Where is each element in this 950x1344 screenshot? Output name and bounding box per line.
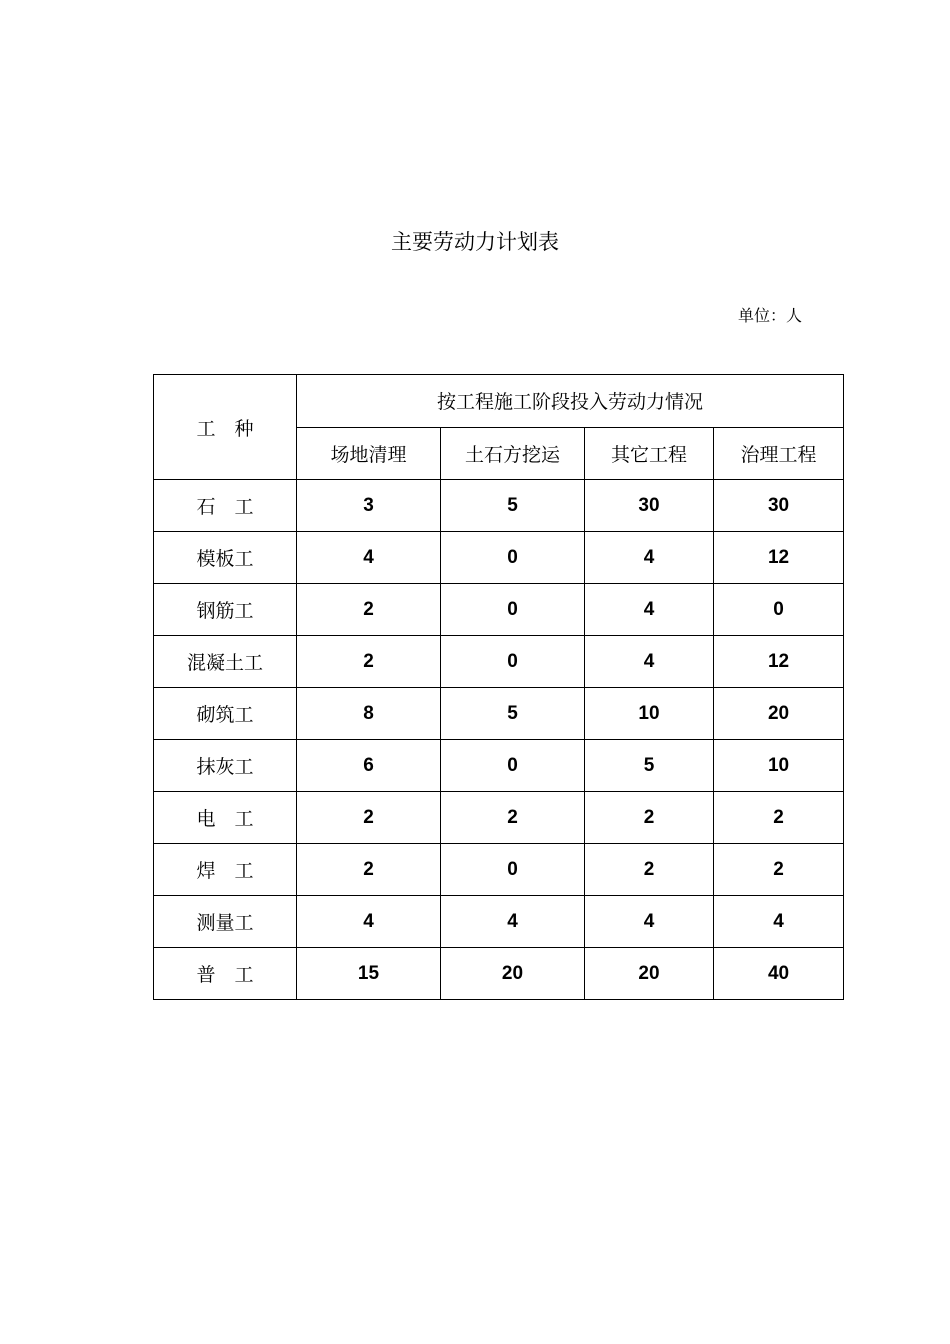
stage-group-header: 按工程施工阶段投入劳动力情况	[297, 375, 844, 428]
trade-cell: 石 工	[154, 480, 297, 532]
value-cell: 4	[585, 584, 714, 636]
value-cell: 8	[297, 688, 441, 740]
table-row	[154, 636, 844, 688]
trade-cell: 电 工	[154, 792, 297, 844]
value-cell: 2	[297, 636, 441, 688]
value-cell: 2	[297, 844, 441, 896]
value-cell: 4	[585, 532, 714, 584]
value-cell: 20	[585, 948, 714, 1000]
table-row	[154, 948, 844, 1000]
value-cell: 20	[441, 948, 585, 1000]
value-cell: 40	[714, 948, 844, 1000]
trade-cell: 钢筋工	[154, 584, 297, 636]
value-cell: 5	[441, 688, 585, 740]
value-cell: 12	[714, 532, 844, 584]
table-row	[154, 844, 844, 896]
table-row	[154, 532, 844, 584]
value-cell: 4	[297, 532, 441, 584]
trade-cell: 抹灰工	[154, 740, 297, 792]
column-header-other-works: 其它工程	[585, 427, 714, 480]
value-cell: 0	[441, 584, 585, 636]
value-cell: 20	[714, 688, 844, 740]
trade-cell: 普 工	[154, 948, 297, 1000]
value-cell: 0	[441, 636, 585, 688]
value-cell: 2	[297, 792, 441, 844]
value-cell: 0	[441, 740, 585, 792]
value-cell: 2	[714, 792, 844, 844]
trade-cell: 混凝土工	[154, 636, 297, 688]
value-cell: 6	[297, 740, 441, 792]
unit-label: 单位：人	[738, 306, 803, 325]
value-cell: 4	[585, 636, 714, 688]
table-row	[154, 896, 844, 948]
value-cell: 5	[441, 480, 585, 532]
value-cell: 2	[441, 792, 585, 844]
table-row	[154, 584, 844, 636]
value-cell: 4	[297, 896, 441, 948]
value-cell: 10	[585, 688, 714, 740]
value-cell: 0	[441, 532, 585, 584]
table-row	[154, 480, 844, 532]
value-cell: 10	[714, 740, 844, 792]
value-cell: 30	[585, 480, 714, 532]
value-cell: 2	[297, 584, 441, 636]
document-title: 主要劳动力计划表	[391, 230, 559, 254]
labor-plan-table	[153, 374, 844, 1000]
trade-cell: 模板工	[154, 532, 297, 584]
value-cell: 4	[714, 896, 844, 948]
value-cell: 2	[585, 792, 714, 844]
column-header-remediation: 治理工程	[714, 427, 844, 480]
trade-cell: 测量工	[154, 896, 297, 948]
trade-cell: 焊 工	[154, 844, 297, 896]
trade-header: 工 种	[154, 375, 297, 480]
trade-cell: 砌筑工	[154, 688, 297, 740]
value-cell: 4	[441, 896, 585, 948]
value-cell: 3	[297, 480, 441, 532]
column-header-site-clearing: 场地清理	[297, 427, 441, 480]
value-cell: 30	[714, 480, 844, 532]
column-header-earthwork: 土石方挖运	[441, 427, 585, 480]
value-cell: 12	[714, 636, 844, 688]
value-cell: 2	[585, 844, 714, 896]
value-cell: 0	[441, 844, 585, 896]
value-cell: 4	[585, 896, 714, 948]
header-row-group	[154, 375, 844, 428]
table-row	[154, 688, 844, 740]
table-row	[154, 792, 844, 844]
table-row	[154, 740, 844, 792]
value-cell: 0	[714, 584, 844, 636]
value-cell: 5	[585, 740, 714, 792]
value-cell: 15	[297, 948, 441, 1000]
value-cell: 2	[714, 844, 844, 896]
